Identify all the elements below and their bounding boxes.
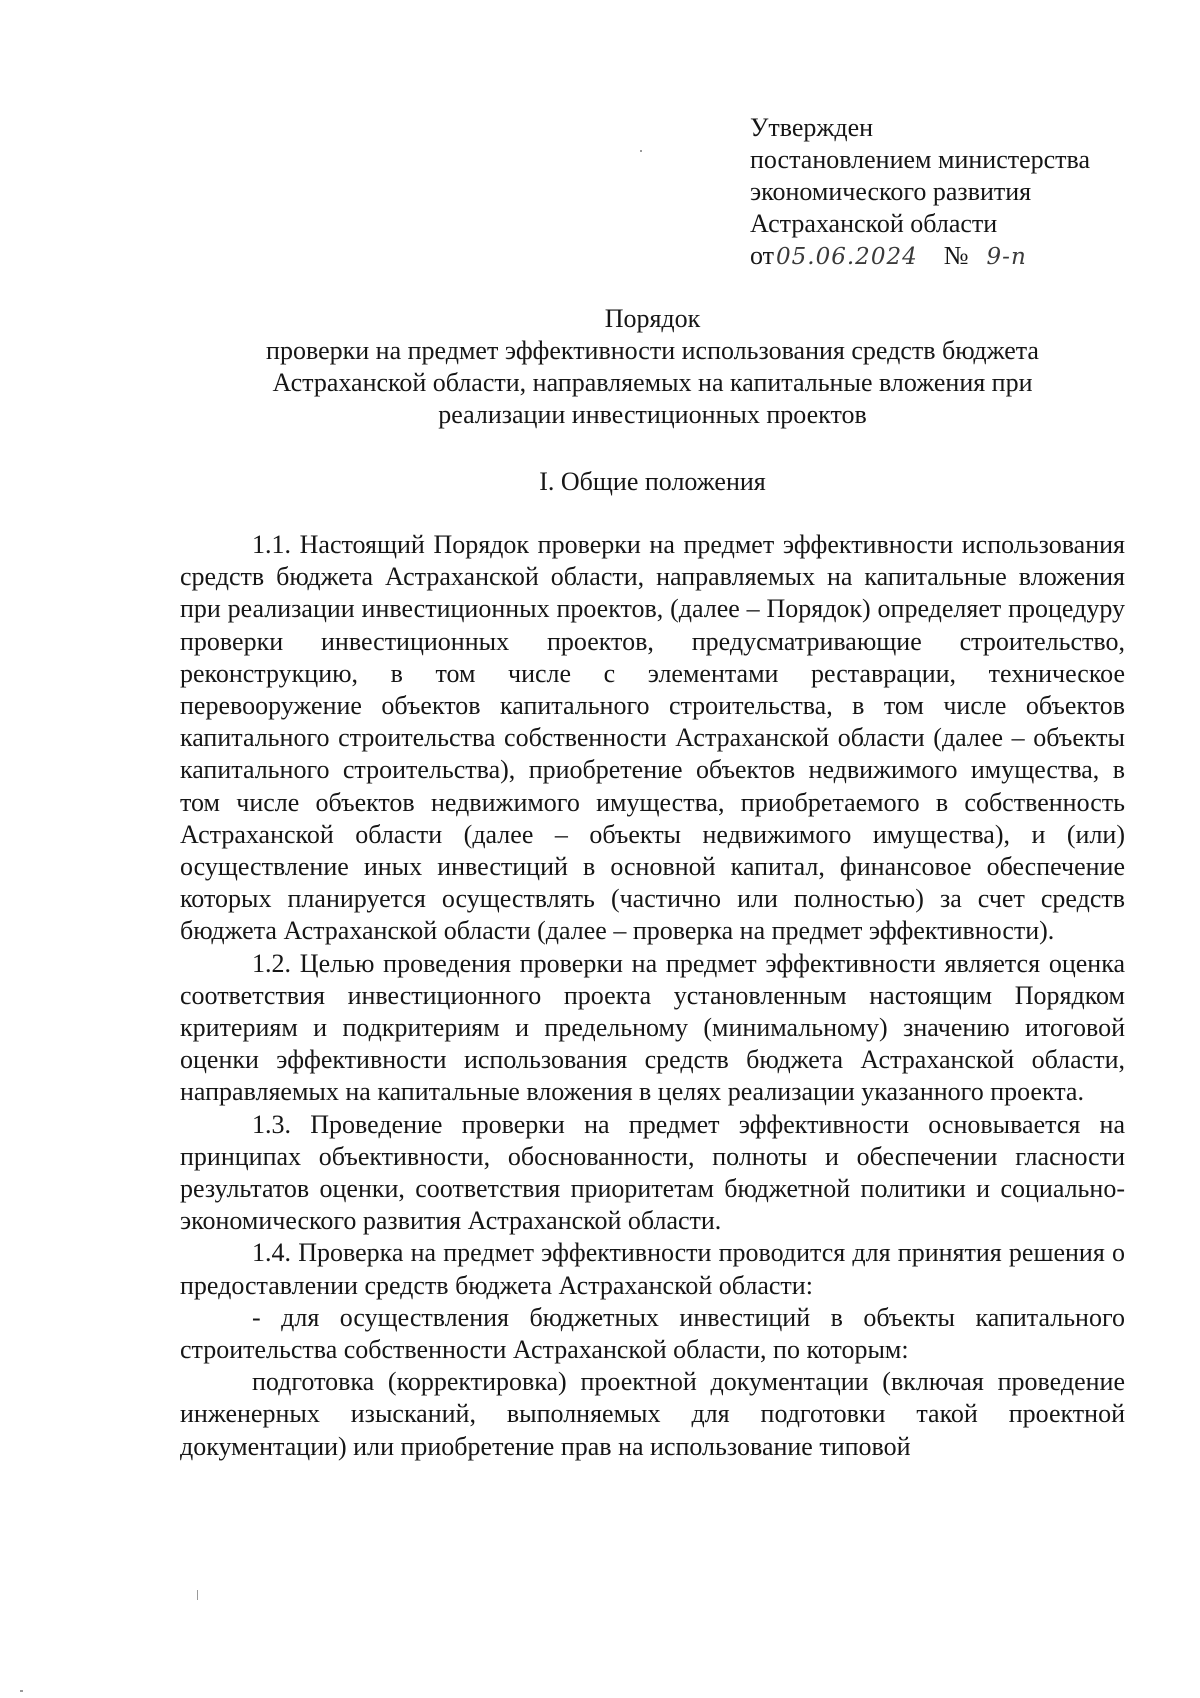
approval-stamp-block <box>750 112 1090 273</box>
section-heading: I. Общие положения <box>539 467 766 496</box>
handwritten-date: 05.06.2024 <box>776 244 918 270</box>
title-subtitle-line: Астраханской области, направляемых на капитальные вложения при <box>272 368 1033 397</box>
document-body <box>180 529 1125 1463</box>
title-heading: Порядок <box>604 304 701 333</box>
title-subtitle-line: проверки на предмет эффективности использования средств бюджета <box>266 336 1039 365</box>
approval-line: экономического развития <box>750 177 1032 206</box>
from-label: от <box>750 241 775 270</box>
handwritten-number: 9-п <box>986 244 1027 270</box>
paragraph-1-3: 1.3. Проведение проверки на предмет эффективности основывается на принципах объективности, обоснованности, полноты и обеспечении гласности результатов оценки, соответствия приоритетам бюджетной политики и социально-экономического развития Астраханской области. <box>180 1109 1125 1236</box>
paragraph-project-documentation: подготовка (корректировка) проектной документации (включая проведение инженерных изысканий, выполняемых для подготовки такой проектной документации) или приобретение прав на использование типовой <box>180 1367 1125 1461</box>
title-subtitle-line: реализации инвестиционных проектов <box>438 400 867 429</box>
approval-title: Утвержден <box>750 113 874 142</box>
paragraph-1-4: 1.4. Проверка на предмет эффективности проводится для принятия решения о предоставлении средств бюджета Астраханской области: <box>180 1238 1125 1300</box>
approval-date-line <box>750 240 1090 273</box>
list-item-budget-investments: - для осуществления бюджетных инвестиций в объекты капитального строительства собственности Астраханской области, по которым: <box>180 1302 1125 1365</box>
approval-line: постановлением министерства <box>750 145 1091 174</box>
number-label: № <box>943 241 969 270</box>
scan-speck <box>197 1590 198 1600</box>
paragraph-1-2: 1.2. Целью проведения проверки на предмет эффективности является оценка соответствия инвестиционного проекта установленным настоящим Порядком критериям и подкритериям и предельному (минимальному) значению итоговой оценки эффективности использования средств бюджета Астраханской области, направляемых на капитальные вложения в целях реализации указанного проекта. <box>180 948 1125 1107</box>
document-title <box>180 303 1125 431</box>
scan-speck <box>20 1690 23 1692</box>
paragraph-1-1: 1.1. Настоящий Порядок проверки на предмет эффективности использования средств бюджета Астраханской области, направляемых на капитальные вложения при реализации инвестиционных проектов, (далее – Порядок) определяет процедуру проверки инвестиционных проектов, предусматривающие строительство, реконструкцию, в том числе с элементами реставрации, техническое перевооружение объектов капитального строительства, в том числе объектов капитального строительства собственности Астраханской области (далее – объекты капитального строительства), приобретение объектов недвижимого имущества, в том числе объектов недвижимого имущества, приобретаемого в собственность Астраханской области (далее – объекты недвижимого имущества), и (или) осуществление иных инвестиций в основной капитал, финансовое обеспечение которых планируется осуществлять (частично или полностью) за счет средств бюджета Астраханской области (далее – проверка на предмет эффективности). <box>180 530 1125 946</box>
scan-speck <box>640 150 642 152</box>
approval-line: Астраханской области <box>750 209 998 238</box>
